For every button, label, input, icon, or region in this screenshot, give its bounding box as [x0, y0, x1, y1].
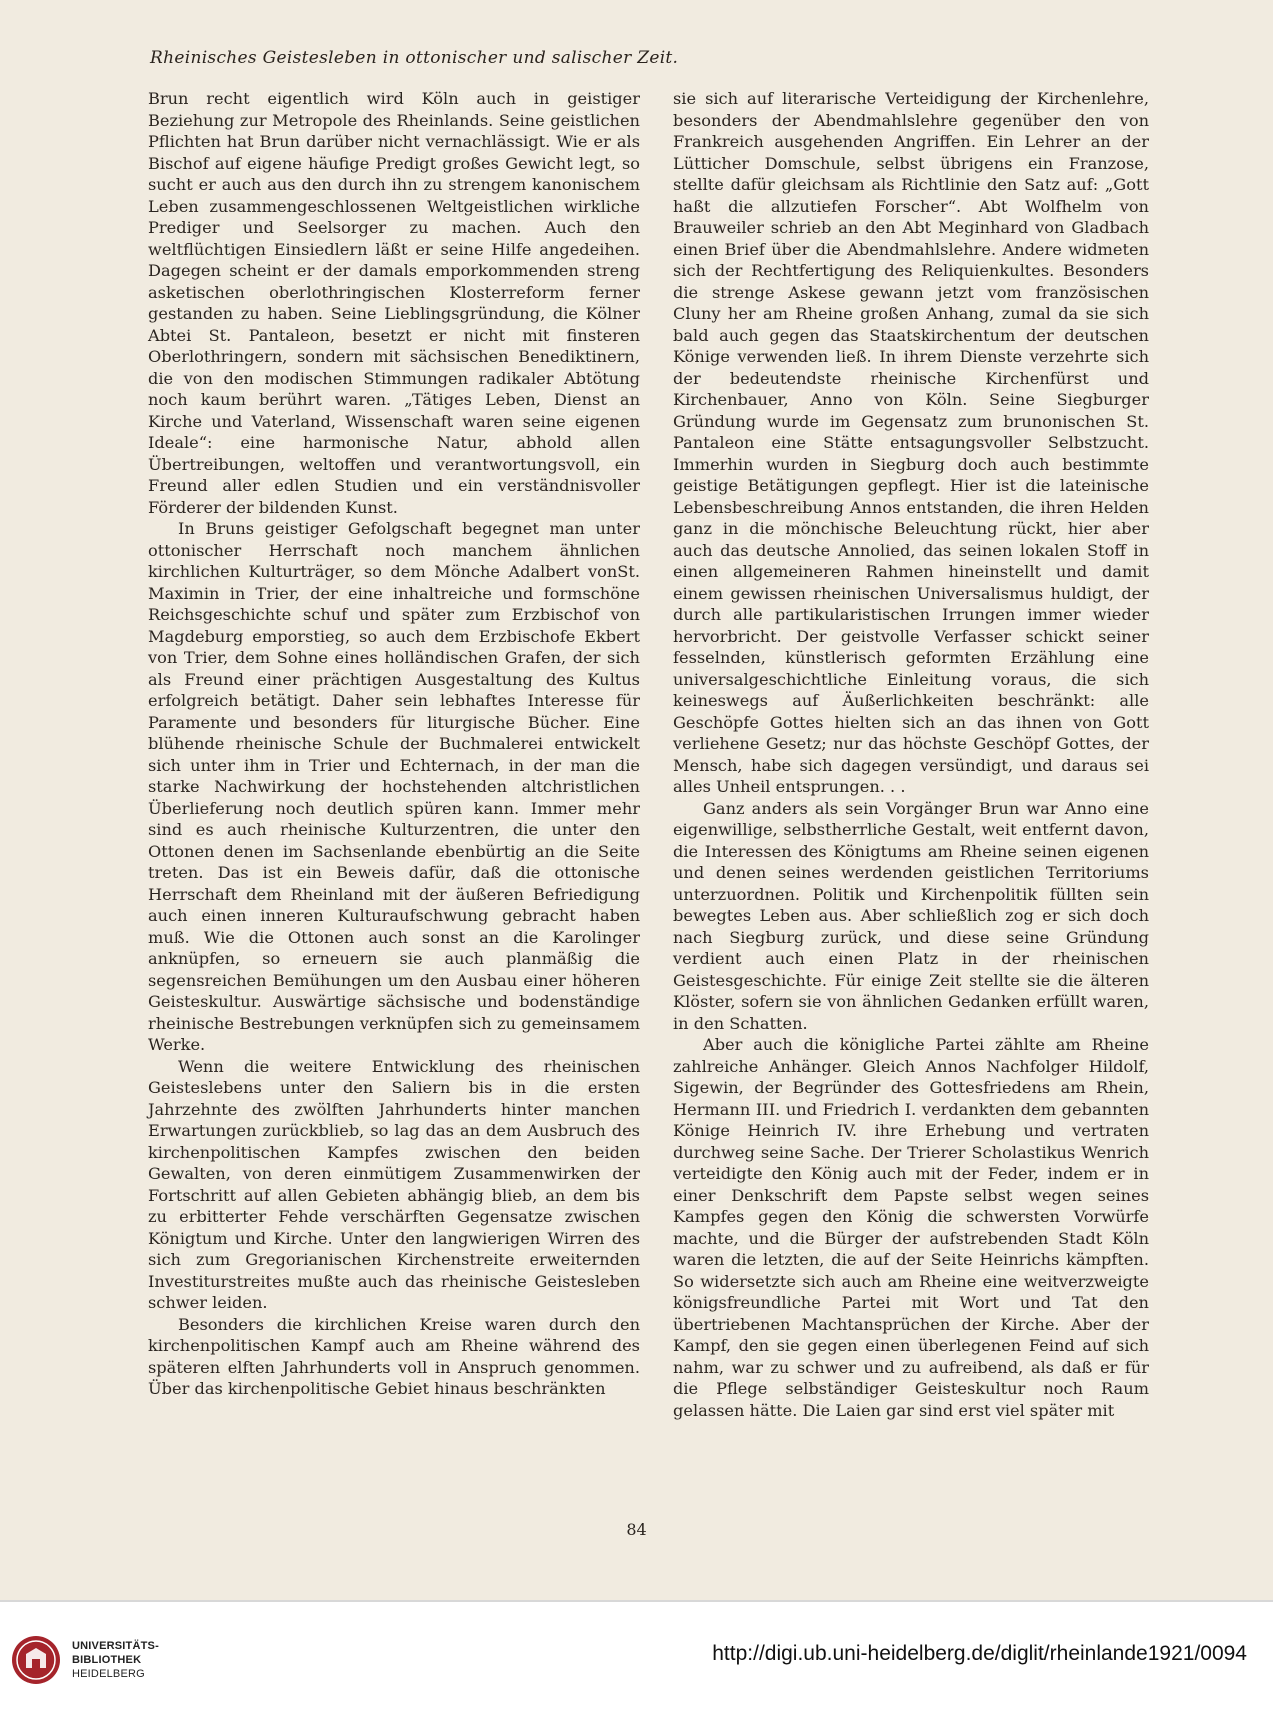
- paragraph: In Bruns geistiger Gefolgschaft begegnet man unter ottonischer Herrschaft noch manchem ähnlichen kirchlichen Kulturträger, so dem Mönche Adalbert vonSt. Maximin in Trier, der eine inhaltreiche und formschöne Reichsgeschichte schuf und später zum Erzbischof von Magdeburg emporstieg, so auch dem Erzbischofe Ekbert von Trier, dem Sohne eines holländischen Grafen, der sich als Freund einer prächtigen Ausgestaltung des Kultus erfolgreich betätigt. Daher sein lebhaftes Interesse für Paramente und besonders für liturgische Bücher. Eine blühende rheinische Schule der Buchmalerei entwickelt sich unter ihm in Trier und Echternach, in der man die starke Nachwirkung der hochstehenden altchristlichen Überlieferung noch deutlich spüren kann. Immer mehr sind es auch rheinische Kulturzentren, die unter den Ottonen denen im Sachsenlande ebenbürtig an die Seite treten. Das ist ein Beweis dafür, daß die ottonische Herrschaft dem Rheinland mit der äußeren Befriedigung auch einen inneren Kulturaufschwung gebracht haben muß. Wie die Ottonen auch sonst an die Karolinger anknüpfen, so erneuern sie auch planmäßig die segensreichen Bemühungen um den Ausbau einer höheren Geisteskultur. Auswärtige sächsische und bodenständige rheinische Bestrebungen verknüpfen sich zu gemeinsamem Werke.: [148, 519, 640, 1054]
- paragraph: Aber auch die königliche Partei zählte am Rheine zahlreiche Anhänger. Gleich Annos Nachfolger Hildolf, Sigewin, der Begründer des Gottesfriedens am Rhein, Hermann III. und Friedrich I. verdankten dem gebannten Könige Heinrich IV. ihre Erhebung und vertraten durchweg seine Sache. Der Trierer Scholastikus Wenrich verteidigte den König auch mit der Feder, indem er in einer Denkschrift dem Papste selbst wegen seines Kampfes gegen den König die schwersten Vorwürfe machte, und die Bürger der aufstrebenden Stadt Köln waren die letzten, die auf der Seite Heinrichs kämpften. So widersetzte sich auch am Rheine eine weitverzweigte königsfreundliche Partei mit Wort und Tat den übertriebenen Machtansprüchen der Kirche. Aber der Kampf, den sie gegen einen überlegenen Feind auf sich nahm, war zu schwer und zu aufreibend, als daß er für die Pflege selbständiger Geisteskultur noch Raum gelassen hätte. Die Laien gar sind erst viel später mit: [673, 1035, 1149, 1420]
- library-name: [72, 1639, 159, 1681]
- paragraph: Wenn die weitere Entwicklung des rheinischen Geisteslebens unter den Saliern bis in die ersten Jahrzehnte des zwölften Jahrhunderts hinter manchen Erwartungen zurückblieb, so lag das an dem Ausbruch des kirchenpolitischen Kampfes zwischen den beiden Gewalten, von deren einmütigem Zusammenwirken der Fortschritt auf allen Gebieten abhängig blieb, an dem bis zu erbitterter Fehde verschärften Gegensatze zwischen Königtum und Kirche. Unter den langwierigen Wirren des sich zum Gregorianischen Kirchenstreite erweiternden Investiturstreites mußte auch das rheinische Geistesleben schwer leiden.: [148, 1056, 640, 1312]
- paragraph: Brun recht eigentlich wird Köln auch in geistiger Beziehung zur Metropole des Rheinlands. Seine geistlichen Pflichten hat Brun darüber nicht vernachlässigt. Wie er als Bischof auf eigene häufige Predigt großes Gewicht legt, so sucht er auch aus den durch ihn zu strengem kanonischem Leben zusammengeschlossenen Weltgeistlichen wirkliche Prediger und Seelsorger zu machen. Auch den weltflüchtigen Einsiedlern läßt er seine Hilfe angedeihen. Dagegen scheint er der damals emporkommenden streng asketischen oberlothringischen Klosterreform ferner gestanden zu haben. Seine Lieblingsgründung, die Kölner Abtei St. Pantaleon, besetzt er nicht mit finsteren Oberlothringern, sondern mit sächsischen Benediktinern, die von den modischen Stimmungen radikaler Abtötung noch kaum berührt waren. „Tätiges Leben, Dienst an Kirche und Vaterland, Wissenschaft waren seine eigenen Ideale“: eine harmonische Natur, abhold allen Übertreibungen, weltoffen und verantwortungsvoll, ein Freund aller edlen Studien und ein verständnisvoller Förderer der bildenden Kunst.: [148, 89, 640, 517]
- university-seal-icon: [10, 1634, 62, 1686]
- library-name-line: HEIDELBERG: [72, 1668, 145, 1680]
- footer-divider: [0, 1600, 1273, 1602]
- footer-bar: [0, 1600, 1273, 1732]
- permalink-url[interactable]: http://digi.ub.uni-heidelberg.de/diglit/rheinlande1921/0094: [712, 1642, 1247, 1665]
- page-number: 84: [626, 1520, 647, 1539]
- paragraph: sie sich auf literarische Verteidigung der Kirchenlehre, besonders der Abendmahlslehre gegenüber den von Frankreich ausgehenden Angriffen. Ein Lehrer an der Lütticher Domschule, selbst übrigens ein Franzose, stellte dafür gleichsam als Richtlinie den Satz auf: „Gott haßt die allzutiefen Forscher“. Abt Wolfhelm von Brauweiler schrieb an den Abt Meginhard von Gladbach einen Brief über die Abendmahlslehre. Andere widmeten sich der Rechtfertigung des Reliquienkultes. Besonders die strenge Askese gewann jetzt vom französischen Cluny her am Rheine großen Anhang, zumal da sie sich bald auch gegen das Staatskirchentum der deutschen Könige verwenden ließ. In ihrem Dienste verzehrte sich der bedeutendste rheinische Kirchenfürst und Kirchenbauer, Anno von Köln. Seine Siegburger Gründung wurde im Gegensatz zum brunonischen St. Pantaleon eine Stätte entsagungsvoller Selbstzucht. Immerhin wurden in Siegburg doch auch bestimmte geistige Betätigungen gepflegt. Hier ist die lateinische Lebensbeschreibung Annos entstanden, die ihren Helden ganz in die mönchische Beleuchtung rückt, hier aber auch das deutsche Annolied, das seinen lokalen Stoff in einen allgemeineren Rahmen hineinstellt und damit einem gewissen rheinischen Universalismus huldigt, der durch alle partikularistischen Irrungen immer wieder hervorbricht. Der geistvolle Verfasser schickt seiner fesselnden, künstlerisch geformten Erzählung eine universalgeschichtliche Einleitung voraus, die sich keineswegs auf Äußerlichkeiten beschränkt: alle Geschöpfe Gottes hielten sich an das ihnen von Gott verliehene Gesetz; nur das höchste Geschöpf Gottes, der Mensch, habe sich dagegen versündigt, und daraus sei alles Unheil entsprungen. . .: [673, 89, 1149, 796]
- library-name-line: UNIVERSITÄTS-: [72, 1640, 159, 1652]
- library-logo[interactable]: [10, 1620, 170, 1700]
- running-title: Rheinisches Geistesleben in ottonischer und salischer Zeit.: [150, 48, 679, 68]
- right-column: [673, 88, 1149, 1421]
- left-column: [148, 88, 640, 1400]
- paragraph: Ganz anders als sein Vorgänger Brun war Anno eine eigenwillige, selbstherrliche Gestalt, weit entfernt davon, die Interessen des Königtums am Rheine seinen eigenen und denen seines werdenden geistlichen Territoriums unterzuordnen. Politik und Kirchenpolitik füllten sein bewegtes Leben aus. Aber schließlich zog er sich doch nach Siegburg zurück, und diese seine Gründung verdient auch einen Platz in der rheinischen Geistesgeschichte. Für einige Zeit stellte sie die älteren Klöster, sofern sie von ähnlichen Gedanken erfüllt waren, in den Schatten.: [673, 798, 1149, 1033]
- library-name-line: BIBLIOTHEK: [72, 1654, 142, 1666]
- paragraph: Besonders die kirchlichen Kreise waren durch den kirchenpolitischen Kampf auch am Rheine während des späteren elften Jahrhunderts voll in Anspruch genommen. Über das kirchenpolitische Gebiet hinaus beschränkten: [148, 1314, 640, 1398]
